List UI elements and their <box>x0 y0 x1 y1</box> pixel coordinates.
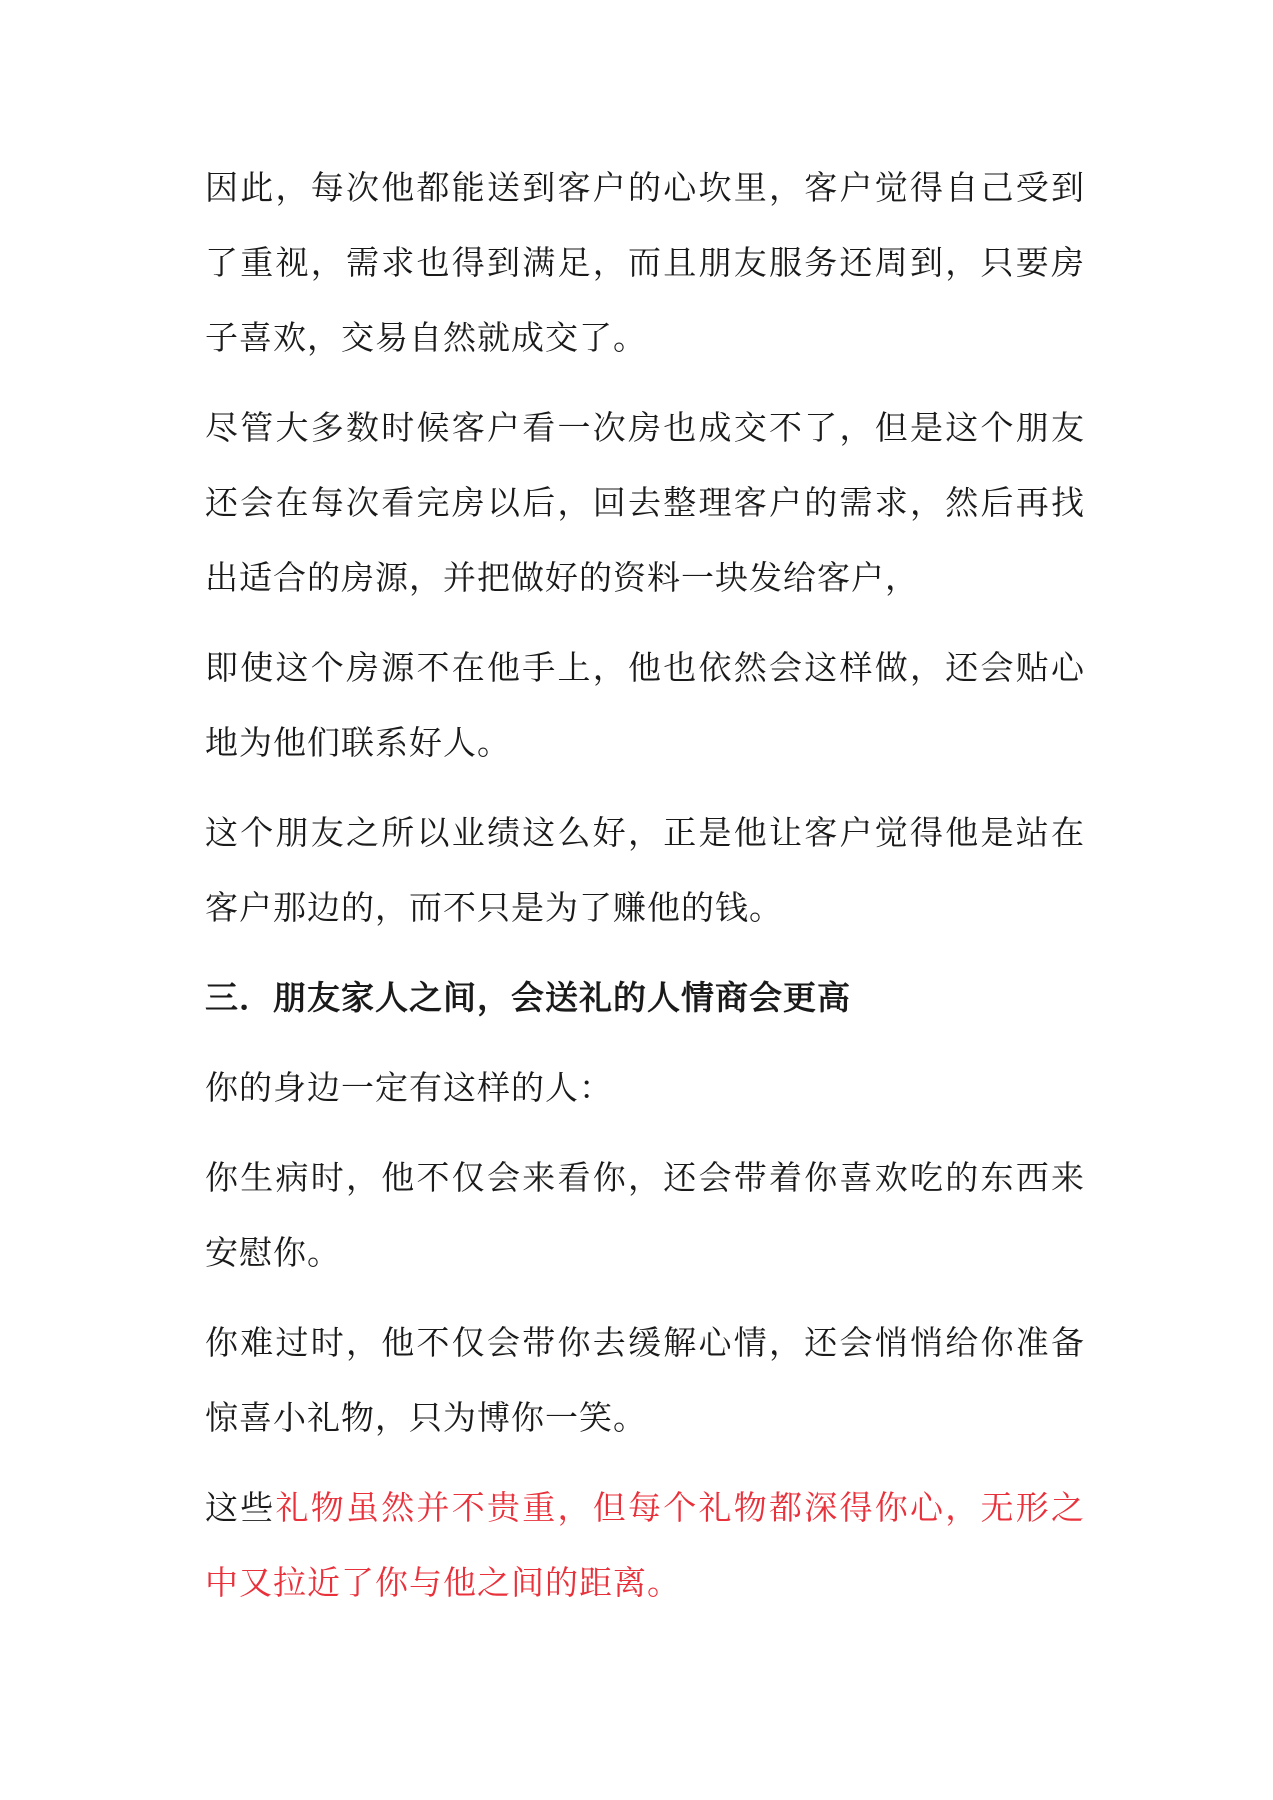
highlighted-text: 礼物虽然并不贵重，但每个礼物都深得你心，无形之中又拉近了你与他之间的距离。 <box>205 1488 1085 1602</box>
section-heading: 三．朋友家人之间，会送礼的人情商会更高 <box>205 978 851 1017</box>
paragraph: 即使这个房源不在他手上，他也依然会这样做，还会贴心地为他们联系好人。 <box>205 648 1085 762</box>
document-body <box>205 150 1085 1635</box>
final-paragraph-plain: 这些 <box>205 1488 276 1527</box>
paragraph: 因此，每次他都能送到客户的心坎里，客户觉得自己受到了重视，需求也得到满足，而且朋友服务还周到，只要房子喜欢，交易自然就成交了。 <box>205 168 1085 357</box>
paragraph: 你生病时，他不仅会来看你，还会带着你喜欢吃的东西来安慰你。 <box>205 1158 1085 1272</box>
paragraph: 这个朋友之所以业绩这么好，正是他让客户觉得他是站在客户那边的，而不只是为了赚他的钱。 <box>205 813 1085 927</box>
paragraph: 你难过时，他不仅会带你去缓解心情，还会悄悄给你准备惊喜小礼物，只为博你一笑。 <box>205 1323 1085 1437</box>
paragraph: 尽管大多数时候客户看一次房也成交不了，但是这个朋友还会在每次看完房以后，回去整理客户的需求，然后再找出适合的房源，并把做好的资料一块发给客户， <box>205 408 1085 597</box>
final-paragraph <box>205 1470 1085 1620</box>
paragraph: 你的身边一定有这样的人： <box>205 1068 613 1107</box>
